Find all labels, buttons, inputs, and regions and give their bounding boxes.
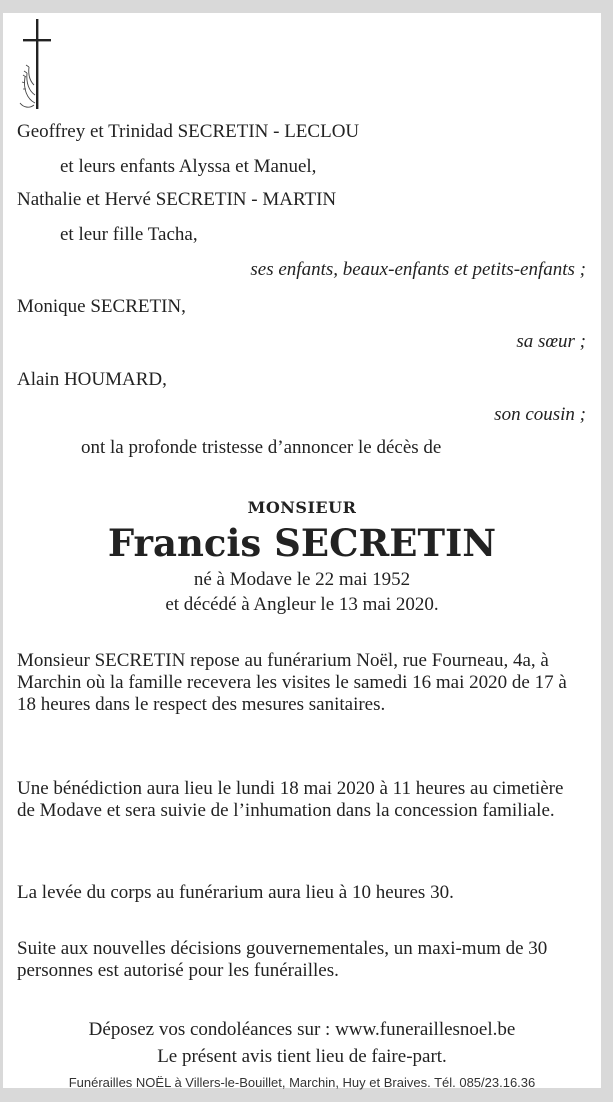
relation-children: ses enfants, beaux-enfants et petits-enfants ; xyxy=(250,259,586,280)
announcement-line: ont la profonde tristesse d’annoncer le décès de xyxy=(81,437,442,458)
obituary-notice xyxy=(3,13,601,1088)
family-line-6: Alain HOUMARD, xyxy=(17,369,167,390)
cross-with-wheat-icon xyxy=(17,19,57,111)
condolences-line: Déposez vos condoléances sur : www.funeraillesnoel.be xyxy=(88,1019,516,1040)
family-line-3: Nathalie et Hervé SECRETIN - MARTIN xyxy=(17,189,337,210)
family-line-2: et leurs enfants Alyssa et Manuel, xyxy=(60,156,317,177)
deceased-title: MONSIEUR xyxy=(247,498,357,517)
family-line-5: Monique SECRETIN, xyxy=(17,296,186,317)
family-line-1: Geoffrey et Trinidad SECRETIN - LECLOU xyxy=(17,121,360,142)
family-line-4: et leur fille Tacha, xyxy=(60,224,198,245)
notice-line: Le présent avis tient lieu de faire-part. xyxy=(157,1046,447,1067)
funeral-home-footer: Funérailles NOËL à Villers-le-Bouillet, Marchin, Huy et Braives. Tél. 085/23.16.36 xyxy=(68,1075,536,1090)
death-line: et décédé à Angleur le 13 mai 2020. xyxy=(165,594,439,615)
birth-line: né à Modave le 22 mai 1952 xyxy=(193,569,411,590)
deceased-name: Francis SECRETIN xyxy=(107,521,497,565)
relation-cousin: son cousin ; xyxy=(494,404,586,425)
paragraph-restrictions: Suite aux nouvelles décisions gouvernementales, un maxi-mum de 30 personnes est autorisé pour les funérailles. xyxy=(17,938,548,981)
relation-sister: sa sœur ; xyxy=(516,331,586,352)
paragraph-departure: La levée du corps au funérarium aura lieu à 10 heures 30. xyxy=(17,882,454,903)
paragraph-blessing: Une bénédiction aura lieu le lundi 18 mai 2020 à 11 heures au cimetière de Modave et sera suivie de l’inhumation dans la concession familiale. xyxy=(17,778,564,821)
paragraph-visitation: Monsieur SECRETIN repose au funérarium Noël, rue Fourneau, 4a, à Marchin où la famille recevera les visites le samedi 16 mai 2020 de 17 à 18 heures dans le respect des mesures sanitaires. xyxy=(17,650,567,715)
